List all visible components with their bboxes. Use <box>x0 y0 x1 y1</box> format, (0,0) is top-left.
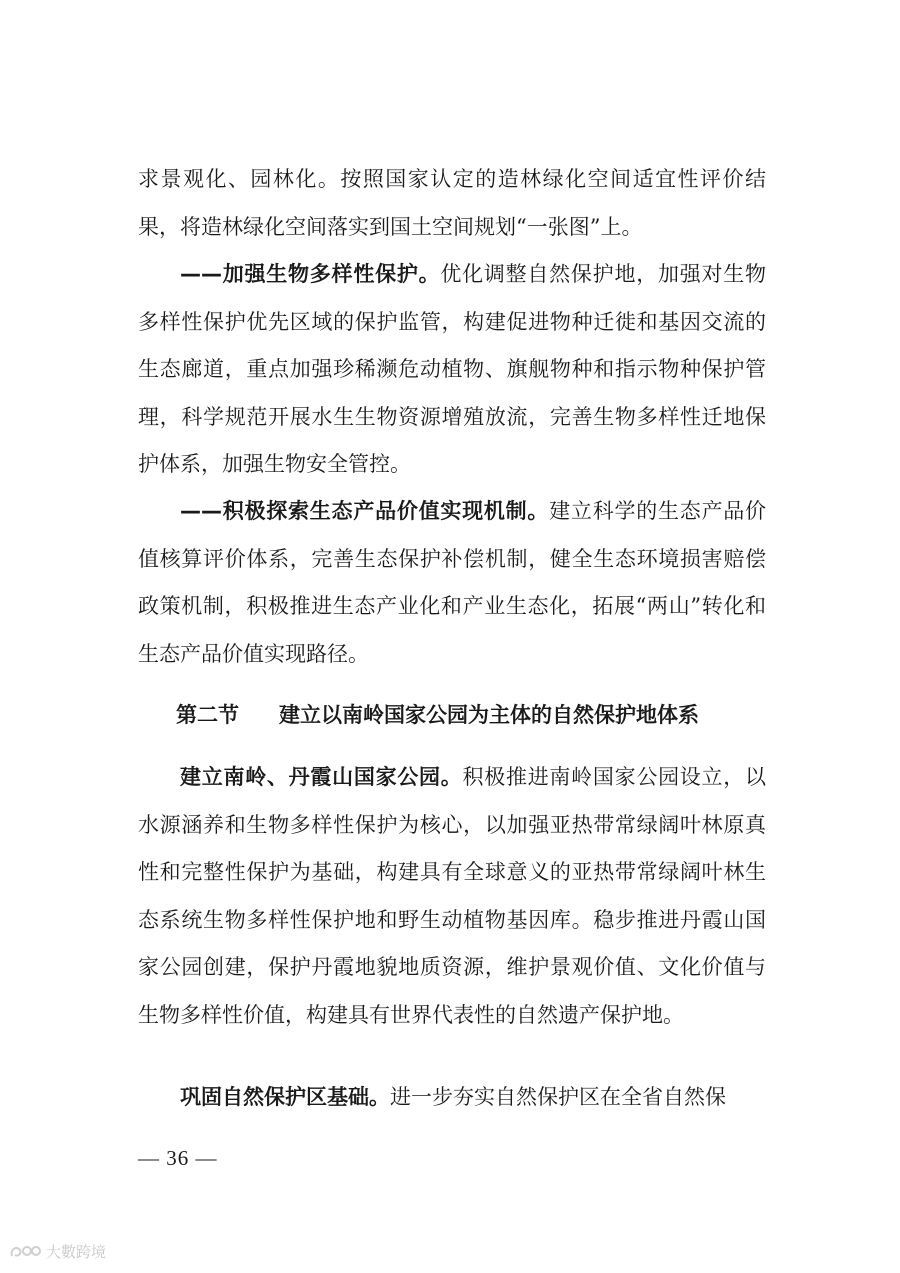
paragraph-1-text: 求景观化、园林化。按照国家认定的造林绿化空间适宜性评价结果，将造林绿化空间落实到国土空间规划“一张图”上。 <box>138 167 766 239</box>
paragraph-ecoproduct-body: 建立科学的生态产品价值核算评价体系，完善生态保护补偿机制，健全生态环境损害赔偿政策机制，积极推进生态产业化和产业生态化，拓展“两山”转化和生态产品价值实现路径。 <box>138 499 767 666</box>
paragraph-national-park-body: 积极推进南岭国家公园设立，以水源涵养和生物多样性保护为核心，以加强亚热带常绿阔叶林原真性和完整性保护为基础，构建具有全球意义的亚热带常绿阔叶林生态系统生物多样性保护地和野生动植物基因库。稳步推进丹霞山国家公园创建，保护丹霞地貌地质资源，维护景观价值、文化价值与生物多样性价值，构建具有世界代表性的自然遗产保护地。 <box>138 765 766 1027</box>
page-number: — 36 — <box>138 1146 218 1170</box>
watermark-text: 大數跨境 <box>46 1243 107 1261</box>
section-number: 第二节 <box>176 703 239 727</box>
paragraph-national-park-lead: 建立南岭、丹霞山国家公园。 <box>180 765 463 789</box>
paragraph-1 <box>138 156 766 251</box>
watermark <box>8 1241 106 1262</box>
paragraph-reserve-body: 进一步夯实自然保护区在全省自然保 <box>390 1085 726 1109</box>
paragraph-biodiversity-body: 优化调整自然保护地，加强对生物多样性保护优先区域的保护监管，构建促进物种迁徙和基因交流的生态廊道，重点加强珍稀濒危动植物、旗舰物种和指示物种保护管理，科学规范开展水生生物资源增殖放流，完善生物多样性迁地保护体系，加强生物安全管控。 <box>138 262 766 477</box>
section-heading <box>176 700 699 730</box>
paragraph-reserve-lead: 巩固自然保护区基础。 <box>180 1085 390 1109</box>
watermark-logo-icon <box>8 1242 42 1262</box>
paragraph-biodiversity <box>138 251 766 489</box>
paragraph-ecoproduct-lead: ——积极探索生态产品价值实现机制。 <box>180 499 550 523</box>
paragraph-reserve <box>138 1074 766 1122</box>
paragraph-ecoproduct <box>138 488 766 678</box>
paragraph-biodiversity-lead: ——加强生物多样性保护。 <box>180 262 441 286</box>
section-title: 建立以南岭国家公园为主体的自然保护地体系 <box>279 703 699 727</box>
paragraph-national-park <box>138 754 766 1040</box>
